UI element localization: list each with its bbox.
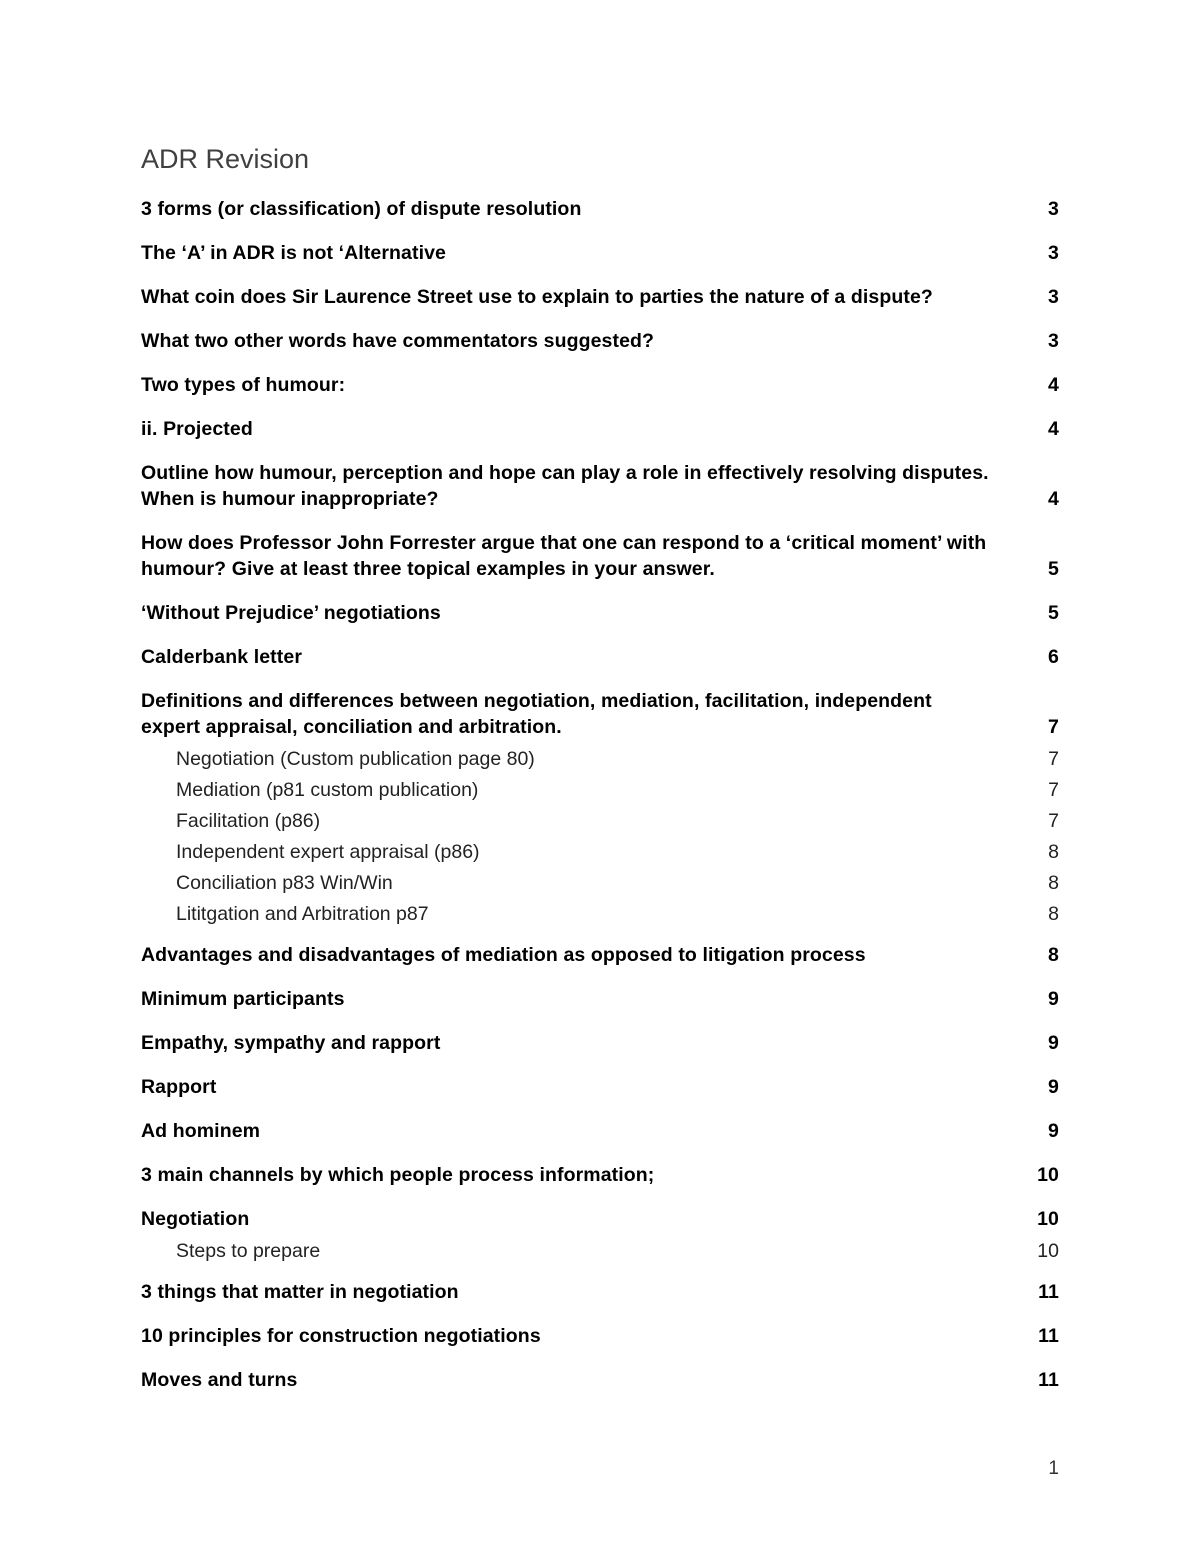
toc-entry-page[interactable]: 9: [1048, 1120, 1059, 1142]
toc-subentry-page[interactable]: 7: [1048, 810, 1059, 832]
toc-entry[interactable]: [141, 1323, 1059, 1349]
toc-entry-page[interactable]: 6: [1048, 646, 1059, 668]
toc-entry-page[interactable]: 3: [1048, 242, 1059, 264]
toc-subentry-page[interactable]: 10: [1037, 1240, 1059, 1262]
toc-entry[interactable]: [141, 644, 1059, 670]
toc-subentry[interactable]: [141, 899, 1059, 930]
toc-subentry-text[interactable]: Lititgation and Arbitration p87: [176, 903, 429, 925]
toc-subentry-text[interactable]: Steps to prepare: [176, 1240, 321, 1262]
toc-subentry-page[interactable]: 8: [1048, 872, 1059, 894]
toc-entry-page[interactable]: 5: [1048, 558, 1059, 580]
toc-subentry-text[interactable]: Independent expert appraisal (p86): [176, 841, 480, 863]
toc-entry[interactable]: [141, 1279, 1059, 1305]
toc-entry[interactable]: [141, 328, 1059, 354]
toc-entry-text[interactable]: What two other words have commentators suggested?: [141, 330, 655, 352]
toc-subentry[interactable]: [141, 744, 1059, 775]
toc-entry-text[interactable]: 3 things that matter in negotiation: [141, 1281, 459, 1303]
toc-entry[interactable]: [141, 240, 1059, 266]
toc-entry-text[interactable]: ‘Without Prejudice’ negotiations: [141, 602, 441, 624]
toc-entry[interactable]: [141, 196, 1059, 222]
toc-entry-page[interactable]: 5: [1048, 602, 1059, 624]
toc-entry-text[interactable]: Definitions and differences between negotiation, mediation, facilitation, independent expert appraisal, conciliation and arbitration.: [141, 690, 932, 738]
toc-entry[interactable]: [141, 1074, 1059, 1100]
toc-entry-text[interactable]: Outline how humour, perception and hope can play a role in effectively resolving disputes. When is humour inappropriate?: [141, 462, 989, 510]
toc-entry-text[interactable]: Two types of humour:: [141, 374, 346, 396]
toc-subentry-page[interactable]: 7: [1048, 779, 1059, 801]
toc-entry[interactable]: [141, 1367, 1059, 1393]
toc-entry-text[interactable]: Minimum participants: [141, 988, 345, 1010]
toc-entry-text[interactable]: The ‘A’ in ADR is not ‘Alternative: [141, 242, 446, 264]
document-title: ADR Revision: [141, 144, 310, 174]
toc-subentry[interactable]: [141, 868, 1059, 899]
toc-subentry-text[interactable]: Facilitation (p86): [176, 810, 321, 832]
toc-entry-page[interactable]: 11: [1038, 1281, 1059, 1303]
toc-subentry-text[interactable]: Negotiation (Custom publication page 80): [176, 748, 535, 770]
toc-entry[interactable]: [141, 600, 1059, 626]
table-of-contents: [141, 196, 1059, 1393]
toc-entry-text[interactable]: What coin does Sir Laurence Street use to explain to parties the nature of a dispute?: [141, 286, 933, 308]
toc-entry[interactable]: [141, 530, 1059, 582]
toc-entry[interactable]: [141, 284, 1059, 310]
toc-entry-text[interactable]: Negotiation: [141, 1208, 250, 1230]
toc-entry-text[interactable]: How does Professor John Forrester argue that one can respond to a ‘critical moment’ with humour? Give at least three topical examples in your answer.: [141, 532, 987, 580]
toc-subentry-page[interactable]: 8: [1048, 903, 1059, 925]
toc-entry-page[interactable]: 3: [1048, 198, 1059, 220]
toc-entry-page[interactable]: 9: [1048, 1032, 1059, 1054]
toc-entry-text[interactable]: Calderbank letter: [141, 646, 303, 668]
toc-entry[interactable]: [141, 460, 1059, 512]
toc-entry[interactable]: [141, 1206, 1059, 1232]
toc-entry[interactable]: [141, 1162, 1059, 1188]
toc-entry-text[interactable]: 3 main channels by which people process information;: [141, 1164, 655, 1186]
toc-entry-page[interactable]: 4: [1048, 488, 1059, 510]
toc-entry-page[interactable]: 9: [1048, 1076, 1059, 1098]
toc-subentry[interactable]: [141, 1236, 1059, 1267]
toc-entry-text[interactable]: 10 principles for construction negotiations: [141, 1325, 541, 1347]
toc-entry[interactable]: [141, 688, 1059, 740]
toc-entry-page[interactable]: 3: [1048, 330, 1059, 352]
toc-entry-page[interactable]: 11: [1038, 1369, 1059, 1391]
toc-subentry-page[interactable]: 8: [1048, 841, 1059, 863]
toc-entry[interactable]: [141, 416, 1059, 442]
toc-entry-page[interactable]: 4: [1048, 418, 1059, 440]
toc-entry-page[interactable]: 4: [1048, 374, 1059, 396]
toc-entry-page[interactable]: 9: [1048, 988, 1059, 1010]
toc-entry[interactable]: [141, 1118, 1059, 1144]
document-page: [141, 140, 1059, 1411]
page-number: 1: [1048, 1458, 1059, 1479]
toc-subentry-text[interactable]: Mediation (p81 custom publication): [176, 779, 479, 801]
toc-entry[interactable]: [141, 1030, 1059, 1056]
toc-entry-text[interactable]: Moves and turns: [141, 1369, 298, 1391]
toc-entry-page[interactable]: 10: [1037, 1164, 1059, 1186]
toc-entry-text[interactable]: ii. Projected: [141, 418, 253, 440]
toc-entry-text[interactable]: Ad hominem: [141, 1120, 261, 1142]
toc-subentry[interactable]: [141, 775, 1059, 806]
toc-entry-text[interactable]: Empathy, sympathy and rapport: [141, 1032, 441, 1054]
toc-entry-text[interactable]: Advantages and disadvantages of mediation as opposed to litigation process: [141, 944, 866, 966]
toc-entry[interactable]: [141, 986, 1059, 1012]
toc-entry-page[interactable]: 7: [1048, 716, 1059, 738]
toc-entry-page[interactable]: 3: [1048, 286, 1059, 308]
toc-subentry-page[interactable]: 7: [1048, 748, 1059, 770]
toc-subentry-text[interactable]: Conciliation p83 Win/Win: [176, 872, 393, 894]
toc-subentry[interactable]: [141, 806, 1059, 837]
toc-entry[interactable]: [141, 942, 1059, 968]
toc-subentry[interactable]: [141, 837, 1059, 868]
toc-entry-text[interactable]: Rapport: [141, 1076, 217, 1098]
toc-entry-page[interactable]: 10: [1037, 1208, 1059, 1230]
toc-entry-text[interactable]: 3 forms (or classification) of dispute resolution: [141, 198, 582, 220]
toc-entry[interactable]: [141, 372, 1059, 398]
toc-entry-page[interactable]: 11: [1038, 1325, 1059, 1347]
toc-entry-page[interactable]: 8: [1048, 944, 1059, 966]
